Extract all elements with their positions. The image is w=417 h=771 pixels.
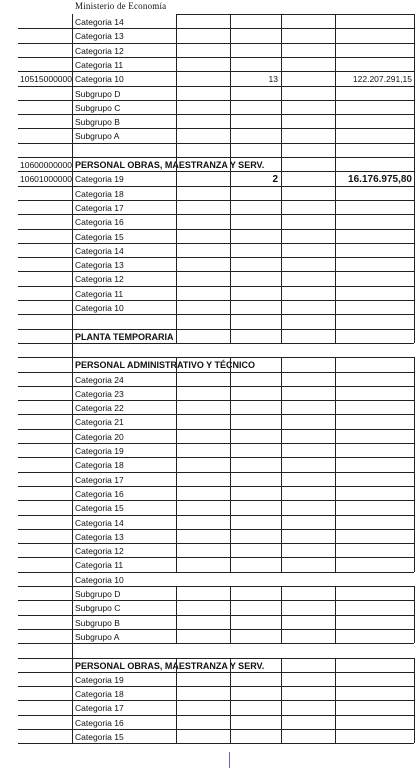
row-label: Categoria 19 bbox=[75, 446, 124, 456]
grid-row-line bbox=[176, 686, 414, 687]
code-cell-line bbox=[18, 71, 72, 72]
code-cell-line bbox=[18, 386, 72, 387]
code-cell-line bbox=[18, 743, 72, 744]
row-label: Categoria 20 bbox=[75, 431, 124, 442]
code-cell-line bbox=[18, 600, 72, 601]
grid-row-line bbox=[176, 343, 414, 344]
label-cell-line bbox=[72, 429, 176, 430]
grid-row-line bbox=[176, 28, 414, 29]
code-cell-line bbox=[18, 700, 72, 701]
label-cell-line bbox=[72, 229, 176, 230]
grid-row-line bbox=[176, 457, 414, 458]
grid-row-line bbox=[176, 529, 414, 530]
row-label: Categoria 14 bbox=[75, 245, 124, 256]
row-count: 2 bbox=[272, 174, 278, 186]
grid-row-line bbox=[176, 586, 414, 587]
label-cell-line bbox=[72, 457, 176, 458]
grid-row-line bbox=[176, 386, 414, 387]
code-cell-line bbox=[18, 515, 72, 516]
grid-row-line bbox=[176, 443, 414, 444]
grid-col-line bbox=[414, 14, 415, 343]
label-cell-line bbox=[72, 557, 176, 558]
label-cell-line bbox=[72, 715, 176, 716]
row-label: Categoria 12 bbox=[75, 546, 124, 557]
code-cell-line bbox=[18, 472, 72, 473]
code-cell-line bbox=[18, 271, 72, 272]
code-cell-line bbox=[18, 615, 72, 616]
code-cell-line bbox=[18, 300, 72, 301]
row-label: Categoria 21 bbox=[75, 417, 124, 428]
code-cell-line bbox=[18, 43, 72, 44]
grid-row-line bbox=[176, 357, 414, 358]
label-cell-line bbox=[72, 157, 176, 158]
row-label: Categoria 17 bbox=[75, 474, 124, 485]
row-label: Categoria 13 bbox=[75, 31, 124, 42]
row-label: Categoria 19 bbox=[75, 174, 124, 185]
grid-row-line bbox=[176, 500, 414, 501]
label-cell-line bbox=[72, 343, 176, 344]
row-label: Categoria 22 bbox=[75, 403, 124, 414]
grid-col-line bbox=[335, 357, 336, 572]
label-cell-line bbox=[72, 314, 176, 315]
row-label: Categoria 18 bbox=[75, 188, 124, 199]
code-cell-line bbox=[18, 400, 72, 401]
code-cell-line bbox=[18, 672, 72, 673]
grid-row-line bbox=[176, 515, 414, 516]
label-cell-line bbox=[72, 43, 176, 44]
section-heading: PERSONAL OBRAS, MAESTRANZA Y SERV. bbox=[75, 660, 265, 671]
row-label: Categoria 14 bbox=[75, 17, 124, 27]
row-label: Categoria 13 bbox=[75, 260, 124, 271]
grid-row-line bbox=[176, 157, 414, 158]
grid-row-line bbox=[176, 286, 414, 287]
label-cell-line bbox=[72, 57, 176, 58]
label-cell-line bbox=[72, 529, 176, 530]
grid-row-line bbox=[176, 486, 414, 487]
row-label: Categoria 19 bbox=[75, 674, 124, 685]
row-label: Categoria 10 bbox=[75, 303, 124, 313]
grid-row-line bbox=[176, 414, 414, 415]
row-label: Subgrupo C bbox=[75, 102, 121, 113]
label-cell-line bbox=[72, 86, 176, 87]
label-cell-line bbox=[72, 615, 176, 616]
row-code: 10600000000 bbox=[19, 160, 72, 170]
grid-row-line bbox=[176, 700, 414, 701]
label-cell-line bbox=[72, 400, 176, 401]
label-cell-line bbox=[72, 486, 176, 487]
code-cell-line bbox=[18, 686, 72, 687]
row-label: Categoria 16 bbox=[75, 217, 124, 228]
code-cell-line bbox=[18, 28, 72, 29]
code-cell-line bbox=[18, 128, 72, 129]
code-cell-line bbox=[18, 286, 72, 287]
label-cell-line bbox=[72, 257, 176, 258]
label-cell-line bbox=[72, 114, 176, 115]
grid-row-line bbox=[176, 729, 414, 730]
code-cell-line bbox=[18, 171, 72, 172]
grid-row-line bbox=[176, 243, 414, 244]
grid-row-line bbox=[176, 114, 414, 115]
grid-col-line bbox=[414, 586, 415, 643]
grid-row-line bbox=[176, 329, 414, 330]
label-cell-line bbox=[72, 743, 176, 744]
grid-row-line bbox=[176, 171, 414, 172]
section-heading: PERSONAL ADMINISTRATIVO Y TÉCNICO bbox=[75, 360, 256, 371]
row-label: Categoria 17 bbox=[75, 703, 124, 714]
label-cell-line bbox=[72, 357, 176, 358]
label-cell-line bbox=[72, 214, 176, 215]
row-label: Categoria 16 bbox=[75, 488, 124, 499]
grid-row-line bbox=[176, 257, 414, 258]
grid-row-line bbox=[176, 658, 414, 659]
label-cell-line bbox=[72, 28, 176, 29]
label-cell-line bbox=[72, 629, 176, 630]
row-label: Subgrupo D bbox=[75, 88, 121, 99]
label-cell-line bbox=[72, 658, 176, 659]
grid-row-line bbox=[176, 472, 414, 473]
grid-col-line bbox=[176, 14, 177, 343]
grid-col-line bbox=[414, 357, 415, 572]
label-cell-line bbox=[72, 329, 176, 330]
label-cell-line bbox=[72, 515, 176, 516]
label-cell-line bbox=[72, 686, 176, 687]
row-label: Categoria 15 bbox=[75, 503, 124, 514]
row-count: 13 bbox=[268, 74, 278, 85]
label-cell-line bbox=[72, 71, 176, 72]
row-label: Categoria 12 bbox=[75, 45, 124, 56]
row-amount: 122.207.291,15 bbox=[352, 74, 412, 85]
grid-row-line bbox=[176, 86, 414, 87]
grid-row-line bbox=[176, 743, 414, 744]
row-label: Categoria 14 bbox=[75, 517, 124, 528]
grid-row-line bbox=[176, 629, 414, 630]
pen-mark bbox=[229, 752, 230, 768]
code-cell-line bbox=[18, 372, 72, 373]
row-label: Categoria 11 bbox=[75, 560, 124, 571]
grid-row-line bbox=[176, 57, 414, 58]
code-cell-line bbox=[18, 57, 72, 58]
grid-row-line bbox=[176, 71, 414, 72]
code-cell-line bbox=[18, 586, 72, 587]
row-code: 10515000000 bbox=[19, 74, 72, 85]
row-label: Subgrupo B bbox=[75, 117, 120, 128]
row-label: Categoria 18 bbox=[75, 460, 124, 471]
row-label: Categoria 15 bbox=[75, 231, 124, 242]
code-cell-line bbox=[18, 729, 72, 730]
code-cell-line bbox=[18, 86, 72, 87]
label-cell-line bbox=[72, 100, 176, 101]
grid-col-line bbox=[335, 14, 336, 343]
code-cell-line bbox=[18, 443, 72, 444]
code-cell-line bbox=[18, 557, 72, 558]
ministry-header: Ministerio de Economía bbox=[75, 1, 167, 11]
grid-row-line bbox=[176, 300, 414, 301]
row-label: Subgrupo B bbox=[75, 617, 120, 628]
grid-row-line bbox=[176, 600, 414, 601]
code-cell-line bbox=[18, 486, 72, 487]
code-cell-line bbox=[18, 572, 72, 573]
grid-row-line bbox=[176, 672, 414, 673]
grid-row-line bbox=[176, 43, 414, 44]
label-cell-line bbox=[72, 700, 176, 701]
label-cell-line bbox=[72, 128, 176, 129]
label-cell-line bbox=[72, 243, 176, 244]
section-heading: PERSONAL OBRAS, MAESTRANZA Y SERV. bbox=[75, 160, 265, 170]
label-cell-line bbox=[72, 300, 176, 301]
grid-row-line bbox=[176, 715, 414, 716]
grid-row-line bbox=[176, 615, 414, 616]
code-cell-line bbox=[18, 343, 72, 344]
row-label: Categoria 16 bbox=[75, 717, 124, 728]
grid-col-line bbox=[230, 357, 231, 572]
label-cell-line bbox=[72, 586, 176, 587]
label-cell-line bbox=[72, 414, 176, 415]
section-heading: PLANTA TEMPORARIA bbox=[75, 331, 174, 342]
row-label: Categoria 10 bbox=[75, 74, 124, 85]
row-label: Categoria 13 bbox=[75, 531, 124, 542]
grid-row-line bbox=[176, 14, 414, 15]
code-cell-line bbox=[18, 500, 72, 501]
label-cell-line bbox=[72, 271, 176, 272]
label-cell-line bbox=[72, 443, 176, 444]
row-label: Categoria 12 bbox=[75, 274, 124, 285]
row-label: Categoria 11 bbox=[75, 288, 124, 299]
grid-row-line bbox=[176, 128, 414, 129]
grid-row-line bbox=[176, 372, 414, 373]
label-cell-line bbox=[72, 500, 176, 501]
grid-row-line bbox=[176, 572, 414, 573]
grid-row-line bbox=[176, 143, 414, 144]
label-cell-line bbox=[72, 186, 176, 187]
row-label: Categoria 24 bbox=[75, 374, 124, 385]
grid-row-line bbox=[176, 186, 414, 187]
label-cell-line bbox=[72, 143, 176, 144]
label-cell-line bbox=[72, 472, 176, 473]
code-cell-line bbox=[18, 543, 72, 544]
row-label: Subgrupo C bbox=[75, 603, 121, 614]
row-label: Categoria 18 bbox=[75, 689, 124, 700]
row-label: Categoria 10 bbox=[75, 574, 124, 585]
grid-col-line bbox=[176, 357, 177, 572]
row-label: Subgrupo D bbox=[75, 589, 121, 599]
code-cell-line bbox=[18, 100, 72, 101]
label-cell-line bbox=[72, 171, 176, 172]
row-label: Subgrupo A bbox=[75, 631, 120, 642]
grid-col-line bbox=[230, 14, 231, 343]
row-label: Categoria 17 bbox=[75, 202, 124, 213]
code-cell-line bbox=[18, 114, 72, 115]
label-cell-line bbox=[72, 372, 176, 373]
grid-col-line bbox=[281, 357, 282, 572]
label-cell-line bbox=[72, 600, 176, 601]
code-cell-line bbox=[18, 257, 72, 258]
code-cell-line bbox=[18, 429, 72, 430]
row-label: Categoria 11 bbox=[75, 59, 124, 70]
grid-row-line bbox=[176, 229, 414, 230]
row-label: Categoria 15 bbox=[75, 732, 124, 742]
grid-row-line bbox=[176, 100, 414, 101]
grid-row-line bbox=[176, 314, 414, 315]
code-label-divider bbox=[72, 14, 73, 743]
code-cell-line bbox=[18, 643, 72, 644]
row-label: Categoria 23 bbox=[75, 388, 124, 399]
grid-row-line bbox=[176, 200, 414, 201]
code-cell-line bbox=[18, 529, 72, 530]
label-cell-line bbox=[72, 572, 176, 573]
code-cell-line bbox=[18, 715, 72, 716]
code-cell-line bbox=[18, 414, 72, 415]
grid-row-line bbox=[176, 643, 414, 644]
code-cell-line bbox=[18, 457, 72, 458]
code-cell-line bbox=[18, 186, 72, 187]
grid-row-line bbox=[176, 214, 414, 215]
code-cell-line bbox=[18, 314, 72, 315]
grid-col-line bbox=[281, 14, 282, 343]
row-label: Subgrupo A bbox=[75, 131, 120, 142]
code-cell-line bbox=[18, 329, 72, 330]
code-cell-line bbox=[18, 357, 72, 358]
grid-row-line bbox=[176, 557, 414, 558]
code-cell-line bbox=[18, 214, 72, 215]
code-cell-line bbox=[18, 200, 72, 201]
code-cell-line bbox=[18, 658, 72, 659]
code-cell-line bbox=[18, 143, 72, 144]
label-cell-line bbox=[72, 729, 176, 730]
label-cell-line bbox=[72, 286, 176, 287]
label-cell-line bbox=[72, 643, 176, 644]
grid-row-line bbox=[176, 400, 414, 401]
row-amount: 16.176.975,80 bbox=[348, 174, 412, 186]
grid-row-line bbox=[176, 271, 414, 272]
grid-col-line bbox=[414, 658, 415, 744]
code-cell-line bbox=[18, 629, 72, 630]
label-cell-line bbox=[72, 200, 176, 201]
code-cell-line bbox=[18, 229, 72, 230]
code-cell-line bbox=[18, 157, 72, 158]
label-cell-line bbox=[72, 386, 176, 387]
row-code: 10601000000 bbox=[19, 174, 72, 185]
grid-row-line bbox=[176, 429, 414, 430]
label-cell-line bbox=[72, 543, 176, 544]
label-cell-line bbox=[72, 672, 176, 673]
code-cell-line bbox=[18, 243, 72, 244]
grid-row-line bbox=[176, 543, 414, 544]
